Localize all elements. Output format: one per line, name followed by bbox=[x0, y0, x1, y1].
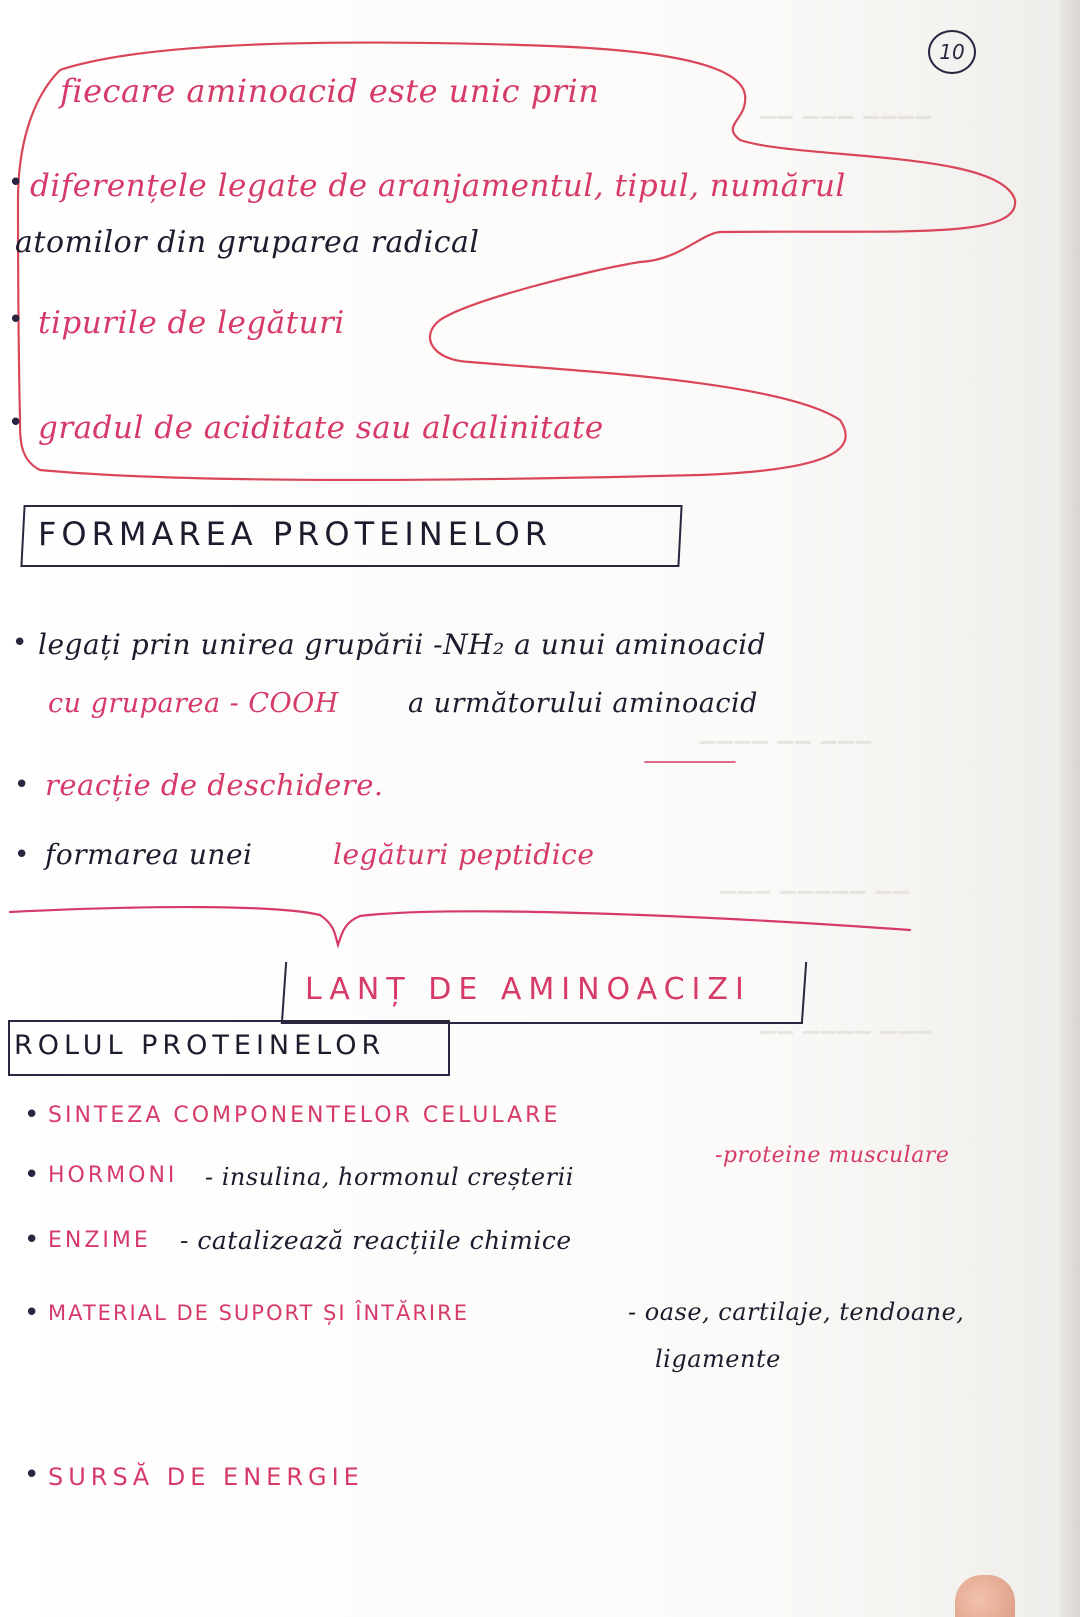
bullet-dot: • bbox=[8, 305, 24, 335]
rolul-item-3-desc: - catalizează reacțiile chimice bbox=[180, 1226, 572, 1255]
bullet-dot: • bbox=[8, 168, 24, 198]
bullet-dot: • bbox=[8, 408, 24, 438]
bullet-dot: • bbox=[24, 1298, 40, 1328]
formarea-bullet-1-line1: legați prin unirea grupării -NH₂ a unui aminoacid bbox=[38, 628, 767, 661]
bullet-dot: • bbox=[24, 1225, 40, 1255]
rolul-item-4-desc: - oase, cartilaje, tendoane, bbox=[628, 1298, 965, 1326]
show-through-line: ▁▁ ▁▁▁▁ ▁▁▁ bbox=[760, 1010, 934, 1034]
finger-at-corner bbox=[955, 1575, 1015, 1617]
callout-item-1-line1: diferențele legate de aranjamentul, tipul, numărul bbox=[30, 168, 846, 204]
rolul-item-2-desc: - insulina, hormonul creșterii bbox=[205, 1163, 574, 1191]
page-edge bbox=[1060, 0, 1080, 1617]
rolul-item-4-desc2: ligamente bbox=[655, 1345, 781, 1373]
bullet-dot: • bbox=[24, 1460, 40, 1490]
callout-item-3: gradul de aciditate sau alcalinitate bbox=[38, 410, 604, 446]
show-through-line: ▁▁▁ ▁▁▁▁▁ ▁▁ bbox=[720, 870, 911, 894]
callout-item-1-line2: atomilor din gruparea radical bbox=[15, 225, 480, 260]
show-through-line: ▁▁ ▁▁▁ ▁▁▁▁ bbox=[760, 95, 934, 119]
formarea-bullet-1-line2-pink: cu gruparea - COOH bbox=[48, 688, 339, 719]
bullet-dot: • bbox=[14, 770, 30, 800]
callout-heading: fiecare aminoacid este unic prin bbox=[60, 72, 600, 110]
formarea-bullet-3-black: formarea unei bbox=[45, 838, 253, 871]
formarea-bullet-3-pink: legături peptidice bbox=[333, 838, 595, 871]
bullet-dot: • bbox=[14, 840, 30, 870]
result-title: LANȚ DE AMINOACIZI bbox=[305, 972, 751, 1007]
formarea-bullet-2: reacție de deschidere. bbox=[45, 768, 384, 802]
formarea-bullet-1-line2-black: a următorului aminoacid bbox=[408, 688, 758, 719]
bullet-dot: • bbox=[12, 628, 28, 658]
rolul-item-4-caps: MATERIAL DE SUPORT ȘI ÎNTĂRIRE bbox=[48, 1301, 469, 1325]
bullet-dot: • bbox=[24, 1160, 40, 1190]
rolul-item-5-caps: SURSĂ DE ENERGIE bbox=[48, 1463, 364, 1491]
rolul-item-1-caps: SINTEZA COMPONENTELOR CELULARE bbox=[48, 1103, 561, 1128]
show-through-line: ▁▁▁▁ ▁▁ ▁▁▁ bbox=[700, 720, 874, 744]
rolul-item-2-caps: HORMONI bbox=[48, 1163, 178, 1188]
bullet-dot: • bbox=[24, 1100, 40, 1130]
rolul-item-1-desc: -proteine musculare bbox=[715, 1143, 950, 1168]
formarea-title: FORMAREA PROTEINELOR bbox=[38, 515, 553, 553]
callout-item-2: tipurile de legături bbox=[38, 305, 345, 341]
rolul-title: ROLUL PROTEINELOR bbox=[14, 1030, 386, 1061]
rolul-item-3-caps: ENZIME bbox=[48, 1228, 151, 1253]
page-number: 10 bbox=[928, 30, 976, 74]
